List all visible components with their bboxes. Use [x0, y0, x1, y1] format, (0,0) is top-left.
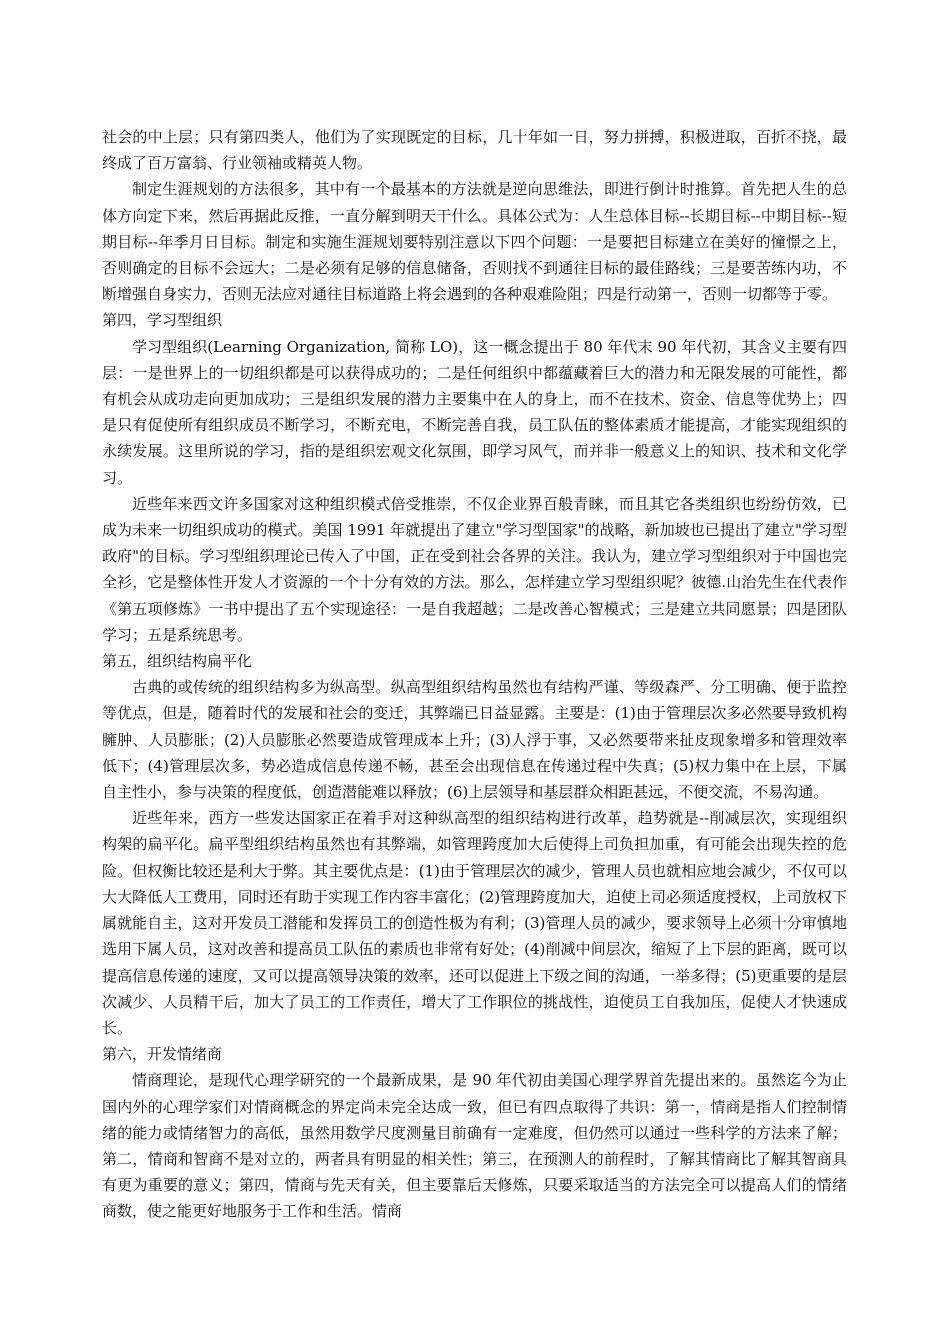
paragraph: 近些年来，西方一些发达国家正在着手对这种纵高型的组织结构进行改革，趋势就是--削减层次，实现组织构架的扁平化。扁平型组织结构虽然也有其弊端，如管理跨度加大后使得上司负担加重，有可能会出现失控的危险。但权衡比较还是利大于弊。其主要优点是：(1)由于管理层次的减少，管理人员也就相应地会减少，不仅可以大大降低人工费用，同时还有助于实现工作内容丰富化；(2)管理跨度加大，迫使上司必须适度授权，上司放权下属就能自主，这对开发员工潜能和发挥员工的创造性极为有利；(3)管理人员的减少，要求领导上必须十分审慎地选用下属人员，这对改善和提高员工队伍的素质也非常有好处；(4)削减中间层次，缩短了上下层的距离，既可以提高信息传递的速度，又可以提高领导决策的效率，还可以促进上下级之间的沟通，一举多得；(5)更重要的是层次减少、人员精干后，加大了员工的工作责任，增大了工作职位的挑战性，迫使员工自我加压，促使人才快速成长。 [102, 809, 847, 1037]
paragraph: 制定生涯规划的方法很多，其中有一个最基本的方法就是逆向思维法，即进行倒计时推算。首先把人生的总体方向定下来，然后再据此反推，一直分解到明天干什么。具体公式为：人生总体目标--长期目标--中期目标--短期目标--年季月日目标。制定和实施生涯规划要特别注意以下四个问题：一是要把目标建立在美好的憧憬之上，否则确定的目标不会远大；二是必须有足够的信息储备，否则找不到通往目标的最佳路线；三是要苦练内功，不断增强自身实力，否则无法应对通往目标道路上将会遇到的各种艰难险阻；四是行动第一，否则一切都等于零。 [102, 180, 847, 304]
paragraph: 社会的中上层；只有第四类人，他们为了实现既定的目标，几十年如一日，努力拼搏，积极进取，百折不挠，最终成了百万富翁、行业领袖或精英人物。 [102, 128, 847, 173]
paragraph: 学习型组织(Learning Organization, 简称 LO)，这一概念提出于 80 年代末 90 年代初，其含义主要有四层：一是世界上的一切组织都是可以获得成功的；二是任何组织中都蕴藏着巨大的潜力和无限发展的可能性，都有机会从成功走向更加成功；三是组织发展的潜力主要集中在人的身上，而不在技术、资金、信息等优势上；四是只有促使所有组织成员不断学习，不断充电，不断完善自我，员工队伍的整体素质才能提高，才能实现组织的永续发展。这里所说的学习，指的是组织宏观文化氛围，即学习风气，而并非一般意义上的知识、技术和文化学习。 [102, 337, 847, 487]
section-heading: 第五，组织结构扁平化 [102, 652, 253, 671]
document-page [102, 124, 847, 1225]
section-heading: 第四，学习型组织 [102, 311, 223, 330]
paragraph: 古典的或传统的组织结构多为纵高型。纵高型组织结构虽然也有结构严谨、等级森严、分工明确、便于监控等优点，但是，随着时代的发展和社会的变迁，其弊端已日益显露。主要是：(1)由于管理层次多必然要导致机构臃肿、人员膨胀；(2)人员膨胀必然要造成管理成本上升；(3)人浮于事，又必然要带来扯皮现象增多和管理效率低下；(4)管理层次多，势必造成信息传递不畅，甚至会出现信息在传递过程中失真；(5)权力集中在上层，下属自主性小，参与决策的程度低，创造潜能难以释放；(6)上层领导和基层群众相距甚远，不便交流，不易沟通。 [102, 678, 847, 802]
paragraph: 情商理论，是现代心理学研究的一个最新成果，是 90 年代初由美国心理学界首先提出来的。虽然迄今为止国内外的心理学家们对情商概念的界定尚未完全达成一致，但已有四点取得了共识：第一，情商是指人们控制情绪的能力或情绪智力的高低，虽然用数学尺度测量目前确有一定难度，但仍然可以通过一些科学的方法来了解；第二，情商和智商不是对立的，两者具有明显的相关性；第三，在预测人的前程时，了解其情商比了解其智商具有更为重要的意义；第四，情商与先天有关，但主要靠后天修炼，只要采取适当的方法完全可以提高人们的情绪商数，使之能更好地服务于工作和生活。情商 [102, 1071, 847, 1221]
section-heading: 第六，开发情绪商 [102, 1045, 223, 1064]
paragraph: 近些年来西文许多国家对这种组织模式倍受推崇，不仅企业界百般青睐，而且其它各类组织也纷纷仿效，已成为未来一切组织成功的模式。美国 1991 年就提出了建立"学习型国家"的战略，新加坡也已提出了建立"学习型政府"的目标。学习型组织理论已传入了中国，正在受到社会各界的关注。我认为，建立学习型组织对于中国也完全衫，它是整体性开发人才资源的一个十分有效的方法。那么，怎样建立学习型组织呢？彼德.山治先生在代表作《第五项修炼》一书中提出了五个实现途径：一是自我超越；二是改善心智模式；三是建立共同愿景；四是团队学习；五是系统思考。 [102, 494, 847, 644]
